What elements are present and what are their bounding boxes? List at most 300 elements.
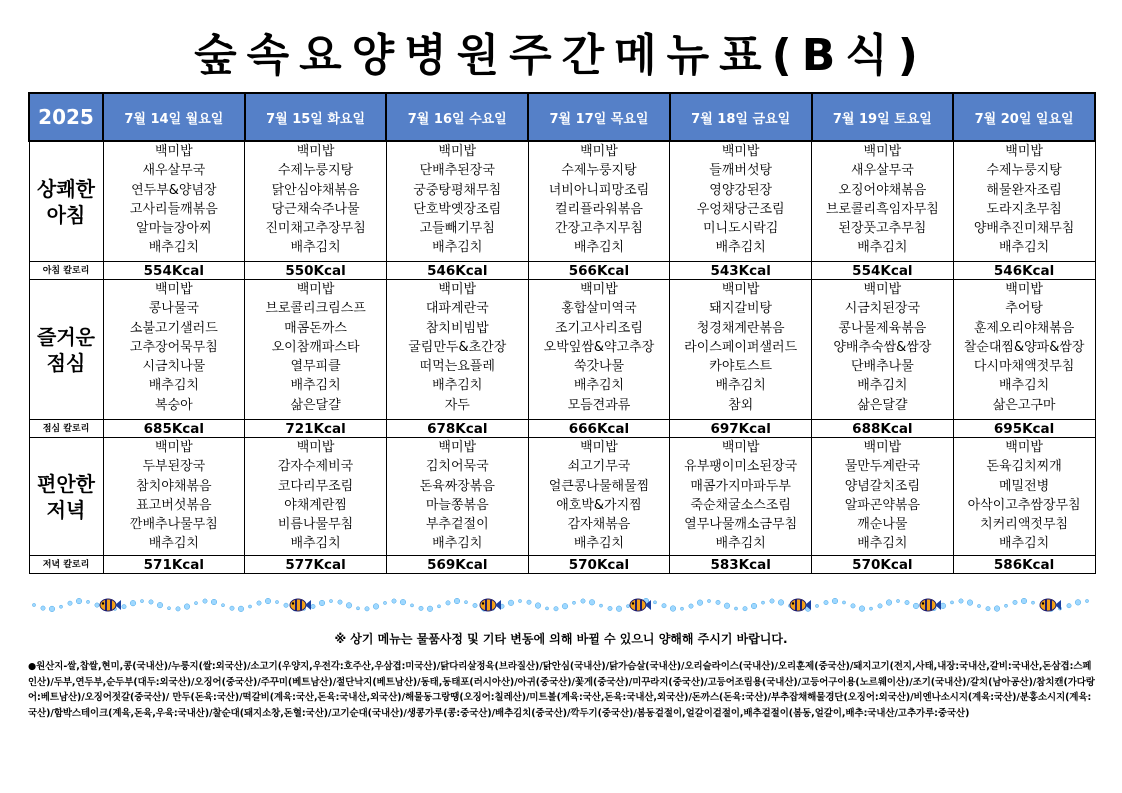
menu-item: 훈제오리야채볶음 [973,320,1075,336]
bubble-icon [743,606,747,610]
calorie-label: 저녁 칼로리 [29,556,103,574]
bubble-icon [950,601,953,604]
bubble-icon [1075,600,1081,606]
calorie-value: 678Kcal [386,420,528,438]
menu-item: 백미밥 [296,144,335,159]
day-header: 7월 20일 일요일 [953,93,1095,141]
menu-item: 돈육김치찌개 [986,459,1062,475]
meal-name: 즐거운 [37,324,95,349]
bubble-icon [815,604,818,607]
menu-item: 백미밥 [863,440,902,455]
bubble-icon [959,599,963,603]
menu-item: 새우살무국 [850,163,914,179]
bubble-icon [896,599,899,602]
bubble-icon [913,603,919,609]
bubble-icon [599,604,602,607]
menu-item: 백미밥 [296,282,335,297]
weekly-menu-table [28,92,1096,574]
menu-cell [670,280,812,420]
menu-item: 백미밥 [438,440,477,455]
bubble-icon [770,599,774,603]
calorie-value: 571Kcal [103,556,245,574]
bubble-icon [878,604,882,608]
meal-row [29,438,1095,556]
bubble-icon [653,601,656,604]
menu-item: 소불고기샐러드 [129,320,218,336]
menu-item: 브로콜리크림스프 [265,301,366,317]
bubble-icon [140,599,143,602]
bubble-icon [221,604,224,607]
bubble-icon [230,606,234,610]
bubble-icon [778,600,784,606]
menu-item: 열무피클 [290,359,341,375]
menu-item: 배추김치 [715,536,766,552]
menu-item: 고들빼기무침 [419,221,495,237]
calorie-row [29,420,1095,438]
bubble-icon [275,600,278,603]
menu-item: 매콤가지마파두부 [690,478,791,494]
calorie-value: 586Kcal [953,556,1095,574]
bubble-icon [859,606,865,612]
menu-item: 배추김치 [432,536,483,552]
menu-item: 조기고사리조림 [555,320,643,336]
bubble-icon [967,600,973,606]
menu-item: 백미밥 [155,144,193,159]
day-header: 7월 17일 목요일 [528,93,670,141]
menu-item: 백미밥 [155,440,193,455]
bubble-icon [707,599,710,602]
calorie-value: 721Kcal [245,420,387,438]
bubble-icon [194,602,197,605]
bubble-icon [1013,600,1017,604]
menu-cell [386,280,528,420]
menu-item: 백미밥 [438,282,477,297]
menu-item: 배추김치 [998,378,1050,394]
calorie-value: 554Kcal [812,262,954,280]
menu-cell [103,280,245,420]
bubble-icon [851,604,855,608]
menu-item: 진미채고추장무침 [265,221,366,237]
bubble-icon [608,606,612,610]
menu-item: 된장풋고추무침 [838,221,927,237]
bubble-icon [211,599,217,605]
menu-item: 오징어야채볶음 [838,182,927,198]
menu-item: 배추김치 [715,378,766,394]
menu-item: 두부된장국 [142,459,206,475]
menu-item: 비름나물무침 [277,517,354,533]
menu-item: 삶은달걀 [857,397,908,413]
menu-item: 물만두계란국 [844,459,921,475]
bubble-icon [1004,604,1007,607]
bubble-icon [446,601,450,605]
bubble-icon [76,598,82,604]
menu-item: 배추김치 [573,536,625,552]
menu-item: 참외 [728,397,754,413]
origin-info: ●원산지-쌀,찹쌀,현미,콩(국내산)/누룽지(쌀:외국산)/소고기(우양지,우전각:호주산,우삼겹:미국산)/닭다리살정육(브라질산)/닭안심(국내산)/닭가슴살(국내산)/오리슬라이스(국내산)/오리훈제(중국산)/돼지고기(전지,사태,내장:국내산,갈비:국내산,돈삼겹:스페인산)/두부,연두부,순두부(대두:외국산)/오징어(중국산)/주꾸미(베트남산)/절단낙지(베트남산)/동태,동태포(러시아산)/아귀(중국산)/꽃게(중국산)/미꾸라지(중국산)/고등어조림용(국내산)/고등어구이용(노르웨이산)/조기(국내산)/갈치(남아공산)/참치캔(가다랑어:베트남산)/오징어젓갈(중국산)/ 만두(돈육:국산)/떡갈비(계육:국산,돈육:국내산,외국산)/해물동그랑땡(오징어:칠레산)/미트볼(계육:국산,돈육:국내산,외국산)/돈까스(돈육:국산)/부추잡채해물경단(오징어:외국산)/비엔나소시지(계육:국산)/분홍소시지(계육:국산)/함박스테이크(계육,돈육,우육:국내산)/찰순대(돼지소창,돈혈:국산)/고기순대(국내산)/생콩가루(콩:중국산)/배추김치(중국산)/깍두기(중국산)/봄동겉절이,얼갈이겉절이,배추겉절이(봄동,얼갈이,배추:국내산/고추가루:중국산) [28,661,1095,719]
fish-icon [480,599,501,611]
bubble-icon [724,603,730,609]
menu-item: 삶은달걀 [290,397,341,413]
menu-item: 알마늘장아찌 [136,221,212,237]
bubble-icon [203,599,207,603]
bubble-icon [977,604,980,607]
bubble-icon [149,600,153,604]
day-header: 7월 18일 금요일 [670,93,812,141]
menu-item: 야채계란찜 [284,497,347,513]
menu-cell [386,438,528,556]
calorie-value: 546Kcal [386,262,528,280]
calorie-row [29,556,1095,574]
fish-icon [920,599,941,611]
menu-item: 굴림만두&초간장 [408,339,507,355]
bubble-icon [697,600,703,606]
day-header: 7월 16일 수요일 [386,93,528,141]
menu-item: 해물완자조림 [986,182,1062,198]
menu-item: 복숭아 [155,397,193,413]
menu-cell [245,438,387,556]
menu-item: 카야토스트 [709,359,773,375]
menu-item: 김치어묵국 [425,459,489,475]
bubble-icon [734,607,737,610]
menu-item: 얼큰콩나물해물찜 [548,478,650,494]
bubble-icon [761,601,764,604]
menu-item: 녀비아니피망조림 [548,182,650,198]
meal-row [29,141,1095,262]
menu-cell [953,141,1095,262]
bubble-icon [545,607,548,610]
bubble-icon [346,603,352,609]
bubble-icon [905,600,909,604]
bubble-icon [238,606,244,612]
calorie-label: 아침 칼로리 [29,262,103,280]
menu-item: 추어탕 [1005,301,1043,317]
menu-cell [528,141,670,262]
bubble-icon [535,603,541,609]
menu-cell [812,438,954,556]
notice-text: ※ 상기 메뉴는 물품사정 및 기타 변동에 의해 바뀔 수 있으니 양해해 주시기 바랍니다. [334,632,788,646]
menu-item: 백미밥 [580,440,618,455]
calorie-value: 697Kcal [670,420,812,438]
menu-cell [953,438,1095,556]
bubble-icon [562,603,568,609]
menu-item: 돈육짜장볶음 [419,478,495,494]
calorie-value: 554Kcal [103,262,245,280]
menu-item: 홍합살미역국 [561,301,637,317]
bubble-icon [257,601,261,605]
bubble-icon [689,604,693,608]
bubble-icon [32,603,35,606]
menu-item: 고사리들깨볶음 [129,201,218,217]
bubble-icon [680,607,683,610]
menu-cell [386,141,528,262]
menu-item: 돼지갈비탕 [709,301,773,317]
menu-cell [812,280,954,420]
bubble-icon [122,604,126,608]
menu-item: 백미밥 [721,440,760,455]
bubble-icon [265,598,271,604]
menu-cell [245,141,387,262]
menu-item: 알파곤약볶음 [844,497,921,513]
menu-item: 참치야채볶음 [136,478,212,494]
menu-item: 삶은고구마 [992,397,1056,413]
menu-item: 깐배추나물무침 [129,517,218,533]
bubble-icon [518,599,521,602]
menu-item: 단배추나물 [850,359,914,375]
bubble-icon [527,600,531,604]
bubble-icon [832,598,838,604]
menu-item: 배추김치 [432,240,483,256]
menu-item: 양념갈치조림 [844,478,921,494]
bubble-icon [508,600,514,606]
bubble-icon [319,600,325,606]
menu-item: 열무나물깨소금무침 [684,517,798,533]
menu-item: 대파계란국 [425,301,489,317]
menu-item: 배추김치 [290,378,341,394]
menu-item: 표고버섯볶음 [136,497,212,513]
menu-item: 닭안심야채볶음 [271,182,360,198]
menu-item: 백미밥 [1005,144,1043,159]
menu-item: 백미밥 [863,144,902,159]
menu-item: 배추김치 [290,536,341,552]
bubble-icon [248,605,251,608]
fish-icon [100,599,121,611]
menu-item: 당근채숙주나물 [271,201,360,217]
calorie-value: 688Kcal [812,420,954,438]
bubble-icon [392,599,396,603]
bubble-icon [49,606,55,612]
bubble-icon [572,601,575,604]
menu-item: 모듬견과류 [567,397,631,413]
bubble-icon [454,598,460,604]
menu-item: 감자채볶음 [567,517,631,533]
bubble-icon [464,601,467,604]
calorie-value: 546Kcal [953,262,1095,280]
calorie-value: 570Kcal [528,556,670,574]
calorie-value: 583Kcal [670,556,812,574]
menu-item: 오박잎쌈&약고추장 [543,339,655,355]
bubble-icon [167,607,170,610]
bubble-icon [338,600,342,604]
menu-item: 죽순채굴소스조림 [690,497,791,513]
menu-item: 콩나물제육볶음 [838,320,927,336]
calorie-value: 550Kcal [245,262,387,280]
bubble-icon [176,607,180,611]
meal-name-cell [29,141,103,262]
bubble-icon [427,606,433,612]
menu-item: 백미밥 [438,144,477,159]
day-header: 7월 15일 화요일 [245,93,387,141]
menu-item: 부추겉절이 [425,517,489,533]
bubble-icon [41,606,45,610]
menu-item: 애호박&가지찜 [556,497,642,513]
menu-item: 단배추된장국 [419,163,495,179]
bubble-icon [886,600,892,606]
menu-item: 자두 [444,397,470,413]
menu-item: 브로콜리흑임자무침 [825,201,939,217]
bubble-icon [1085,599,1088,602]
year-cell: 2025 [29,93,103,141]
menu-item: 배추김치 [148,378,199,394]
menu-cell [670,438,812,556]
menu-item: 참치비빔밥 [425,320,489,336]
menu-item: 단호박옛장조림 [413,201,502,217]
bubble-icon [824,600,828,604]
menu-item: 궁중탕평채무침 [413,182,502,198]
menu-item: 컬리플라워볶음 [555,201,643,217]
menu-item: 배추김치 [857,536,908,552]
menu-item: 콩나물국 [148,301,199,317]
bubble-icon [86,600,89,603]
menu-cell [812,141,954,262]
bubble-icon [68,601,72,605]
menu-item: 배추김치 [148,536,199,552]
meal-row [29,280,1095,420]
day-header: 7월 19일 토요일 [812,93,954,141]
menu-item: 배추김치 [148,240,199,256]
fish-icon [1040,599,1061,611]
bubble-icon [437,605,440,608]
bubble-icon [994,606,1000,612]
menu-item: 배추김치 [573,240,625,256]
bubble-icon [311,604,315,608]
menu-cell [953,280,1095,420]
calorie-value: 570Kcal [812,556,954,574]
menu-cell [103,438,245,556]
menu-item: 오이참깨파스타 [271,339,360,355]
menu-item: 매콤돈까스 [284,320,347,336]
page-title: 숲속요양병원주간메뉴표(B식) [194,30,928,81]
bubble-icon [365,607,369,611]
menu-cell [528,280,670,420]
menu-item: 영양강된장 [709,182,773,198]
bubble-icon [400,599,406,605]
bubble-icon [419,606,423,610]
bubble-icon [581,599,585,603]
calorie-value: 685Kcal [103,420,245,438]
menu-item: 배추김치 [573,378,625,394]
menu-item: 배추김치 [715,240,766,256]
meal-name: 저녁 [46,497,86,522]
bubble-icon [589,599,595,605]
bubble-icon [410,604,413,607]
menu-item: 라이스페이퍼샐러드 [684,339,798,355]
menu-item: 백미밥 [721,144,760,159]
calorie-row [29,262,1095,280]
menu-item: 감자수제비국 [277,459,354,475]
bubble-icon [95,603,99,607]
bubble-icon [59,605,62,608]
bubble-icon [373,604,379,610]
calorie-label: 점심 칼로리 [29,420,103,438]
menu-item: 백미밥 [1005,282,1043,297]
bubble-icon [662,603,666,607]
menu-item: 우엉채당근조림 [696,201,785,217]
menu-item: 백미밥 [296,440,335,455]
calorie-value: 543Kcal [670,262,812,280]
bubble-icon [1031,601,1034,604]
menu-item: 다시마채액젓무침 [973,359,1075,375]
menu-item: 찰순대찜&양파&쌈장 [963,339,1085,355]
meal-name: 아침 [46,202,86,227]
calorie-value: 666Kcal [528,420,670,438]
menu-item: 새우살무국 [142,163,206,179]
bubble-icon [473,603,477,607]
bubble-icon [1021,598,1027,604]
menu-item: 쑥갓나물 [573,359,625,375]
menu-item: 배추김치 [998,536,1050,552]
bubble-icon [869,607,872,610]
meal-name-cell [29,438,103,556]
menu-item: 양배추진미채무침 [973,221,1075,237]
bubble-icon [383,601,386,604]
calorie-value: 577Kcal [245,556,387,574]
menu-item: 도라지초무침 [986,201,1062,217]
meal-name: 편안한 [37,471,95,496]
menu-item: 배추김치 [432,378,483,394]
fish-bubble-decoration [28,594,1096,616]
bubble-icon [329,599,332,602]
menu-item: 청경채계란볶음 [696,320,785,336]
menu-item: 쇠고기무국 [567,459,631,475]
menu-item: 마늘쫑볶음 [425,497,489,513]
bubble-icon [554,607,558,611]
menu-item: 치커리액젓무침 [980,517,1069,533]
calorie-value: 695Kcal [953,420,1095,438]
menu-item: 백미밥 [155,282,193,297]
menu-item: 수제누룽지탕 [561,163,637,179]
menu-item: 연두부&양념장 [131,182,217,198]
bubble-icon [751,603,757,609]
bubble-icon [716,600,720,604]
menu-item: 간장고추지무침 [555,221,643,237]
bubble-icon [1067,603,1071,607]
menu-item: 고추장어묵무침 [129,339,218,355]
menu-item: 메밀전병 [998,478,1050,494]
menu-item: 백미밥 [1005,440,1043,455]
menu-item: 들깨버섯탕 [709,163,773,179]
menu-item: 수제누룽지탕 [277,163,354,179]
menu-item: 배추김치 [857,240,908,256]
menu-item: 코다리무조림 [277,478,354,494]
bubble-icon [616,606,622,612]
menu-cell [245,280,387,420]
menu-cell [103,141,245,262]
calorie-value: 566Kcal [528,262,670,280]
bubble-icon [940,603,946,609]
menu-item: 백미밥 [721,282,760,297]
menu-item: 백미밥 [580,282,618,297]
menu-cell [670,141,812,262]
menu-item: 수제누룽지탕 [986,163,1062,179]
menu-item: 배추김치 [998,240,1050,256]
bubble-icon [130,600,136,606]
menu-item: 아삭이고추쌈장무침 [967,497,1081,513]
menu-item: 시금치된장국 [844,301,921,317]
menu-item: 배추김치 [290,240,341,256]
bubble-icon [626,605,629,608]
day-header: 7월 14일 월요일 [103,93,245,141]
menu-item: 양배추숙쌈&쌈장 [833,339,932,355]
menu-item: 시금치나물 [142,359,206,375]
calorie-value: 569Kcal [386,556,528,574]
bubble-icon [356,607,359,610]
meal-name: 점심 [46,350,86,375]
bubble-icon [157,602,163,608]
menu-item: 떠먹는요플레 [419,359,495,375]
meal-name: 상쾌한 [37,176,95,201]
meal-name-cell [29,280,103,420]
menu-item: 깨순나물 [857,517,908,533]
